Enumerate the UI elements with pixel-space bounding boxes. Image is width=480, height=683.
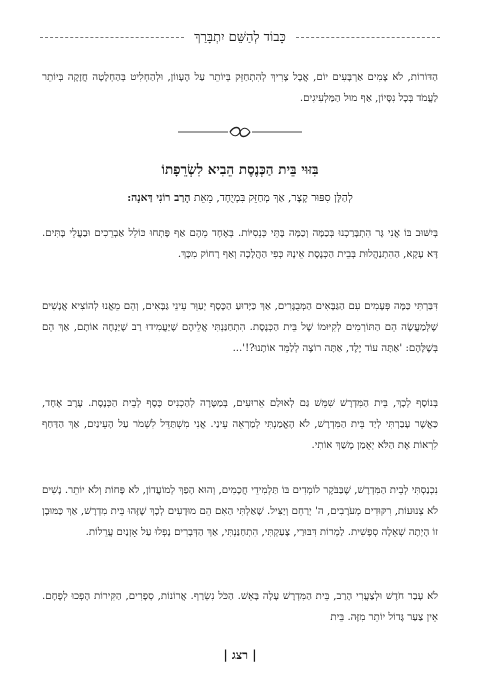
article-paragraph-1: בְּיִשּׁוּב בּוֹ אֲנִי גָּר הִתְבָּרַכְנוּ בְּכַמָּה וְכַמָּה בָּתֵּי כְּנֵסִיּוֹת. בְּאֶחָד מֵהֶם אַף פָּתְחוּ כּוֹלֵל אַבְרֵכִים וּבַעֲלֵי בָּתִּים. דָּא עָקָא, הַהִתְנַהֲלוּת בְּבֵית הַכְּנֶסֶת אֵינָהּ כְּפִי הַהֲלָכָה וְאַף רָחוֹק מִכָּךְ. (42, 228, 438, 261)
page-number: | רצג | (223, 648, 257, 662)
byline (40, 189, 440, 207)
byline-author: הָרַב רוֹנִי דַּאנָה: (127, 192, 191, 204)
running-header (40, 27, 440, 47)
byline-prefix: לְהַלָּן סִפּוּר קָצָר, אַךְ מְחַזֵּק בִּמְיֻחָד, מֵאֵת (193, 192, 353, 204)
ornamental-divider (178, 125, 302, 139)
article-paragraph-3: בְּנוֹסָף לְכָךְ, בֵּית הַמִּדְרָשׁ שִׁמֵּשׁ גַּם לְאוּלַם אֵרוּעִים, בְּמַטָּרָה לְהַכְנִיס כֶּסֶף לְבֵית הַכְּנֶסֶת. עֶרֶב אֶחָד, כַּאֲשֶׁר עָבַרְתִּי לְיַד בֵּית הַמִּדְרָשׁ, לֹא הֶאֱמַנְתִּי לְמַרְאֵה עֵינַי. אֲנִי מִשְׁתַּדֵּל לִשְׁמֹר עַל הָעֵינַיִם, אַךְ הַדַּחַף לִרְאוֹת אֶת הַלֹּא יְאֻמַן מָשַׁךְ אוֹתִי. (42, 398, 438, 452)
article-paragraph-5: לֹא עָבַר חֹדֶשׁ וּלְצַעֲרִי הָרַב, בֵּית הַמִּדְרָשׁ עָלָה בָּאֵשׁ. הַכֹּל נִשְׂרַף. אֲרוֹנוֹת, סְפָרִים, הַקִּירוֹת הָפְכוּ לְפֶחָם. אֵין צַעַר גָּדוֹל יוֹתֵר מִזֶּה. בֵּית (42, 591, 438, 624)
article-title: בִּזּוּי בֵּית הַכְּנֶסֶת הֵבִיא לִשְׂרֵפָתוֹ (161, 162, 319, 178)
article-paragraph-2: דִּבַּרְתִּי כַּמָּה פְּעָמִים עִם הַגַּבָּאִים הַמְּבֻגָּרִים, אַךְ כַּיָּדוּעַ הַכֶּסֶף יְעַוֵּר עֵינֵי גַּבָּאִים, וְהֵם מֵאֲנוּ לְהוֹצִיא אֲנָשִׁים שֶׁלְּמַעֲשֶׂה הֵם הַתּוֹרְמִים לְקִיּוּמוֹ שֶׁל בֵּית הַכְּנֶסֶת. הִתְחַנַּנְתִּי אֲלֵיהֶם שֶׁיַּעֲמִידוּ רַב שֶׁיַּנְחֶה אוֹתָם, אַךְ הֵם בְּשֶׁלָּהֶם: 'אַתָּה עוֹד יֶלֶד, אַתָּה רוֹצֶה לְלַמֵּד אוֹתָנוּ?!'... (42, 301, 438, 355)
article-paragraph-4: נִכְנַסְתִּי לְבֵית הַמִּדְרָשׁ, שֶׁבַּבֹּקֶר לוֹמְדִים בּוֹ תַּלְמִידֵי חֲכָמִים, וְהוּא הָפַךְ לְמוֹעֲדוֹן, לֹא פָּחוֹת וְלֹא יוֹתֵר. נָשִׁים לֹא צְנוּעוֹת, רִקּוּדִים מְעֹרָבִים, ה' יְרַחֵם וְיַצִּיל. שָׁאַלְתִּי הַאִם הֵם מוּדָעִים לְכָךְ שֶׁזֶּהוּ בֵּית מִדְרָשׁ, אַךְ כַּמּוּבָן זוֹ הָיְתָה שְׁאֵלָה סְפֶשִׁית. לַמְרוֹת דִּבּוּרַי, צָעַקְתִּי, הִתְחַנַּנְתִּי, אַךְ הַדְּבָרִים נָפְלוּ עַל אָזְנַיִם עֲרֵלוֹת. (42, 485, 438, 539)
header-dashed-rule-left (40, 37, 184, 38)
intro-paragraph: הַדּוֹרוֹת, לֹא צָמִים אַרְבָּעִים יוֹם, אֲבָל צָרִיךְ לְהִתְחַזֵּק בְּיוֹתֵר עַל הֶעָווֹן, וּלְהַחְלִיט בְּהַחְלָטָה חֲזָקָה בְּיוֹתֵר לַעֲמֹד בְּכָל נִסָּיוֹן, אַף מוּל הַמַּלְעִיגִים. (42, 72, 438, 105)
header-dashed-rule-right (296, 37, 440, 38)
running-header-title: כָּבוֹד לְהַשֵּׁם יִתְבָּרַךְ (194, 30, 286, 45)
